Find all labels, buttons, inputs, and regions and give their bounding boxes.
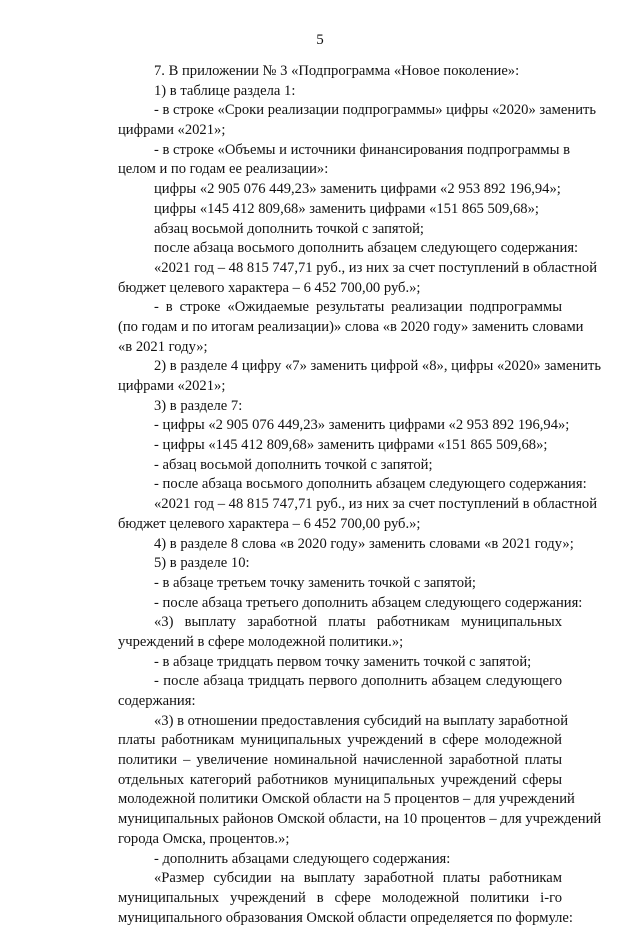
text-line: муниципальных учреждений в сфере молодежной политики i-го [118,889,562,906]
text-line: «2021 год – 48 815 747,71 руб., из них за счет поступлений в областной [154,496,598,513]
text-line: цифры «2 905 076 449,23» заменить цифрами «2 953 892 196,94»; [154,181,561,198]
text-line: «2021 год – 48 815 747,71 руб., из них за счет поступлений в областной [154,259,598,276]
text-line: бюджет целевого характера – 6 452 700,00 руб.»; [118,279,421,296]
text-line: «3) выплату заработной платы работникам муниципальных [154,614,562,631]
text-line: 7. В приложении № 3 «Подпрограмма «Новое поколение»: [154,63,520,79]
text-line: - после абзаца тридцать первого дополнить абзацем следующего [154,673,562,690]
text-line: 3) в разделе 7: [154,397,243,414]
text-line: политики – увеличение номинальной начисленной заработной платы [118,752,562,769]
page-number: 5 [316,32,324,48]
text-line: - в абзаце третьем точку заменить точкой с запятой; [154,574,476,591]
text-line: муниципального образования Омской области определяется по формуле: [118,909,573,926]
text-line: - цифры «2 905 076 449,23» заменить цифрами «2 953 892 196,94»; [154,417,570,434]
text-line: - в строке «Объемы и источники финансирования подпрограммы в [154,141,570,158]
text-line: 1) в таблице раздела 1: [154,82,296,99]
text-line: содержания: [118,693,196,709]
text-line: - абзац восьмой дополнить точкой с запятой; [154,456,433,473]
text-line: цифрами «2021»; [118,122,226,139]
text-line: цифры «145 412 809,68» заменить цифрами «151 865 509,68»; [154,200,539,217]
text-line: - после абзаца третьего дополнить абзацем следующего содержания: [154,594,583,611]
text-line: - дополнить абзацами следующего содержания: [154,850,451,867]
document-body [118,62,602,928]
text-line: муниципальных районов Омской области, на 10 процентов – для учреждений [118,811,602,828]
text-line: бюджет целевого характера – 6 452 700,00 руб.»; [118,515,421,532]
text-line: цифрами «2021»; [118,378,226,394]
text-line: «3) в отношении предоставления субсидий на выплату заработной [154,712,569,729]
text-line: 4) в разделе 8 слова «в 2020 году» заменить словами «в 2021 году»; [154,535,574,552]
text-line: 2) в разделе 4 цифру «7» заменить цифрой «8», цифры «2020» заменить [154,358,601,375]
text-line: платы работникам муниципальных учреждений в сфере молодежной [118,732,562,749]
text-line: (по годам и по итогам реализации)» слова «в 2020 году» заменить словами [118,318,584,335]
text-line: - в строке «Сроки реализации подпрограммы» цифры «2020» заменить [154,102,597,119]
text-line: абзац восьмой дополнить точкой с запятой; [154,220,424,237]
text-line: города Омска, процентов.»; [118,830,290,847]
text-line: 5) в разделе 10: [154,555,250,572]
text-line: молодежной политики Омской области на 5 процентов – для учреждений [118,791,575,808]
text-line: «в 2021 году»; [118,338,208,355]
text-line: - в строке «Ожидаемые результаты реализации подпрограммы [154,299,562,316]
text-line: - в абзаце тридцать первом точку заменить точкой с запятой; [154,653,532,670]
text-line: отдельных категорий работников муниципальных учреждений сферы [118,771,562,788]
text-line: учреждений в сфере молодежной политики.»; [118,633,404,650]
text-line: после абзаца восьмого дополнить абзацем следующего содержания: [154,240,579,257]
text-line: - после абзаца восьмого дополнить абзацем следующего содержания: [154,476,587,493]
text-line: - цифры «145 412 809,68» заменить цифрами «151 865 509,68»; [154,437,548,454]
text-line: целом и по годам ее реализации»: [118,161,329,178]
text-line: «Размер субсидии на выплату заработной платы работникам [154,870,562,887]
